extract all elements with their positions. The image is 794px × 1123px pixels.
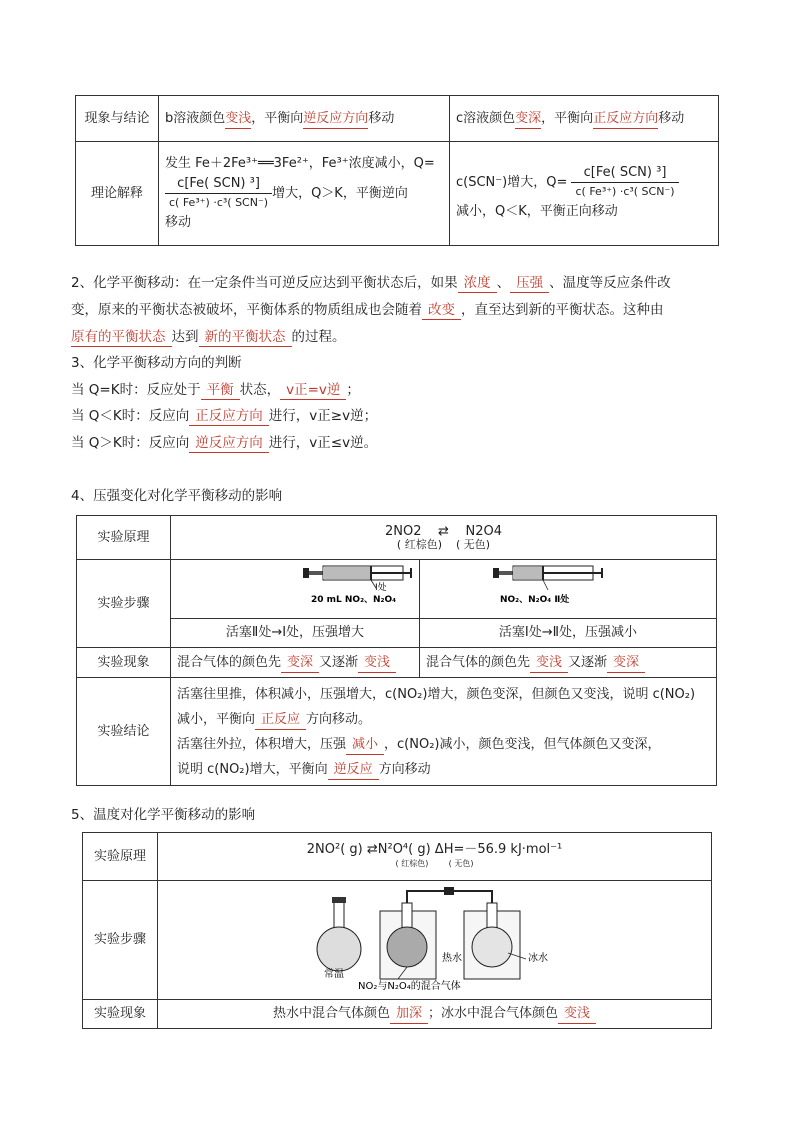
answer: 减小 xyxy=(346,736,384,755)
answer: 逆反应 xyxy=(328,761,379,780)
table-pressure xyxy=(76,515,717,786)
syringe-gas-label: 20 mL NO₂、N₂O₄ xyxy=(311,595,397,605)
equilibrium-arrow-icon: ⇄ xyxy=(438,523,449,539)
answer: v正=v逆 xyxy=(280,381,346,400)
label-text: 实验现象 xyxy=(97,654,150,670)
row-label-theory xyxy=(76,142,159,246)
syringe-expand-diagram xyxy=(420,560,710,610)
equation-notes xyxy=(177,538,710,551)
answer: 变深 xyxy=(607,654,645,673)
text: 方向移动 xyxy=(378,761,431,777)
table-temperature xyxy=(82,832,712,1029)
answer: 平衡 xyxy=(201,381,240,400)
text: 又逐渐 xyxy=(568,654,608,670)
text: 达到 xyxy=(171,329,199,345)
text-line xyxy=(177,757,710,782)
cell-phen-left xyxy=(171,648,420,678)
label-room-temp: 常温 xyxy=(324,969,344,980)
label-text: 实验现象 xyxy=(93,1006,146,1021)
text: 当 Q＜K时：反应向 xyxy=(71,408,190,424)
answer: 逆反应方向 xyxy=(189,434,269,453)
text: 状态， xyxy=(239,382,281,398)
syringe-gas-label: NO₂、N₂O₄ Ⅱ处 xyxy=(500,595,570,605)
syringe-mark-label: Ⅰ处 xyxy=(375,583,387,593)
text: 方向移动。 xyxy=(306,711,372,727)
para3-row1 xyxy=(71,380,360,400)
para2-line1 xyxy=(71,273,671,293)
flask-temperature-diagram xyxy=(158,881,708,991)
fraction-line xyxy=(456,164,712,201)
label-text: 实验步骤 xyxy=(97,595,150,611)
label-text: 实验结论 xyxy=(97,723,150,739)
cell-step-left xyxy=(171,619,420,648)
text: 2、化学平衡移动：在一定条件当可逆反应达到平衡状态后，如果 xyxy=(71,275,458,291)
table-equilibrium-explanation xyxy=(75,95,719,246)
text-line xyxy=(177,707,710,732)
fraction xyxy=(571,164,678,201)
cell-principle-equation xyxy=(171,516,717,560)
text: 移动 xyxy=(368,110,395,126)
text: 活塞Ⅱ处→Ⅰ处，压强增大 xyxy=(225,625,365,640)
numerator: c[Fe( SCN) ³] xyxy=(571,164,678,183)
text: 活塞Ⅰ处→Ⅱ处，压强减小 xyxy=(498,625,638,640)
para3-row3 xyxy=(71,433,377,453)
note: ( 红棕色) xyxy=(395,858,429,868)
row-label-steps xyxy=(83,881,158,1000)
text: 活塞往外拉，体积增大，压强 xyxy=(177,736,347,752)
cell-b-phenomenon xyxy=(159,96,450,142)
para3-row2 xyxy=(71,406,377,426)
text: 又逐渐 xyxy=(319,654,359,670)
cell-conclusion xyxy=(171,678,717,786)
equation xyxy=(177,525,710,538)
cell-principle-equation xyxy=(158,833,712,881)
answer: 正反应方向 xyxy=(189,407,269,426)
denominator: c( Fe³⁺) ·c³( SCN⁻) xyxy=(575,185,675,198)
para2-line2 xyxy=(71,300,664,320)
text: 、温度等反应条件改 xyxy=(549,275,671,291)
label-text: 现象与结论 xyxy=(84,110,150,126)
text: ；冰水中混合气体颜色 xyxy=(428,1006,559,1021)
text: 增大，Q＞K，平衡逆向 xyxy=(272,186,408,201)
text: 混合气体的颜色先 xyxy=(426,654,531,670)
note: ( 无色) xyxy=(456,537,491,551)
answer: 新的平衡状态 xyxy=(199,328,292,347)
text: 当 Q=K时：反应处于 xyxy=(71,382,201,398)
text: 减小，Q＜K，平衡正向移动 xyxy=(456,204,618,219)
row-label-phenomenon xyxy=(76,96,159,142)
section5-title: 5、温度对化学平衡移动的影响 xyxy=(71,807,256,823)
label-text: 实验原理 xyxy=(93,848,146,864)
label-text: 理论解释 xyxy=(90,185,143,201)
text: 混合气体的颜色先 xyxy=(177,654,282,670)
answer: 变浅 xyxy=(358,654,396,673)
text: 活塞往里推，体积减小，压强增大，c(NO₂)增大，颜色变深，但颜色又变浅，说明 c(NO₂) xyxy=(177,686,696,702)
cell-c-phenomenon xyxy=(450,96,719,142)
row-label-phenomenon xyxy=(83,1000,158,1029)
text: 、 xyxy=(496,275,511,291)
text: 移动 xyxy=(165,215,192,230)
text: 变，原来的平衡状态被破坏，平衡体系的物质组成也会随着 xyxy=(71,302,422,318)
cell-phen-right xyxy=(420,648,717,678)
text: 移动 xyxy=(658,110,685,126)
row-label-steps xyxy=(77,560,171,648)
text: ，平衡向 xyxy=(541,110,594,126)
label-text: 实验步骤 xyxy=(93,932,146,947)
text: 说明 c(NO₂)增大，平衡向 xyxy=(177,761,328,777)
label-ice-water: 冰水 xyxy=(528,953,548,964)
text: ，c(NO₂)减小，颜色变浅，但气体颜色又变深， xyxy=(384,736,661,752)
equation-notes xyxy=(164,857,705,871)
answer: 变浅 xyxy=(558,1005,596,1024)
answer: 原有的平衡状态 xyxy=(71,328,172,347)
answer: 变深 xyxy=(515,110,541,129)
para3-title: 3、化学平衡移动方向的判断 xyxy=(71,355,242,371)
text: 进行，v正≤v逆。 xyxy=(268,435,378,451)
row-label-principle xyxy=(77,516,171,560)
text: ，直至达到新的平衡状态。这种由 xyxy=(461,302,664,318)
numerator: c[Fe( SCN) ³] xyxy=(165,175,272,194)
section4-title: 4、压强变化对化学平衡移动的影响 xyxy=(71,488,283,504)
answer: 改变 xyxy=(422,301,461,320)
note: ( 无色) xyxy=(448,858,474,868)
para2-line3 xyxy=(71,327,346,347)
syringe-compress-diagram xyxy=(171,560,419,610)
text: c(SCN⁻)增大，Q= xyxy=(456,175,568,190)
label-gas-mixture: NO₂与N₂O₄的混合气体 xyxy=(358,981,461,991)
text: 的过程。 xyxy=(291,329,346,345)
text-line xyxy=(177,732,710,757)
cell-flask-diagram xyxy=(158,881,712,1000)
cell-c-theory xyxy=(450,142,719,246)
fraction-line xyxy=(165,175,443,212)
row-label-principle xyxy=(83,833,158,881)
label-hot-water: 热水 xyxy=(442,953,462,964)
equation: 2NO²( g) ⇄N²O⁴( g) ΔH=－56.9 kJ·mol⁻¹ xyxy=(306,841,563,857)
answer: 变浅 xyxy=(530,654,568,673)
text: c溶液颜色 xyxy=(456,110,516,126)
answer: 正反应方向 xyxy=(593,110,658,129)
answer: 浓度 xyxy=(458,274,497,293)
cell-phenomenon xyxy=(158,1000,712,1029)
answer: 变深 xyxy=(281,654,319,673)
fraction xyxy=(165,175,272,212)
cell-syringe-1 xyxy=(171,560,420,619)
eq-left: 2NO2 xyxy=(385,523,422,539)
cell-b-theory xyxy=(159,142,450,246)
row-label-phenomenon xyxy=(77,648,171,678)
text: 当 Q＞K时：反应向 xyxy=(71,435,190,451)
row-label-conclusion xyxy=(77,678,171,786)
text: 发生 Fe＋2Fe³⁺══3Fe²⁺，Fe³⁺浓度减小，Q= xyxy=(165,156,435,171)
note: ( 红棕色) xyxy=(396,537,442,551)
eq-right: N2O4 xyxy=(465,523,502,539)
label-text: 实验原理 xyxy=(97,529,150,545)
answer: 加深 xyxy=(390,1005,428,1024)
denominator: c( Fe³⁺) ·c³( SCN⁻) xyxy=(169,196,269,209)
text: ； xyxy=(346,382,360,398)
cell-syringe-2 xyxy=(420,560,717,619)
text: 进行，v正≥v逆； xyxy=(268,408,378,424)
text: b溶液颜色 xyxy=(165,110,226,126)
text: ，平衡向 xyxy=(251,110,304,126)
text: 热水中混合气体颜色 xyxy=(272,1006,390,1021)
cell-step-right xyxy=(420,619,717,648)
answer: 压强 xyxy=(510,274,549,293)
answer: 正反应 xyxy=(255,711,306,730)
answer: 变浅 xyxy=(225,110,251,129)
text: 减小，平衡向 xyxy=(177,711,256,727)
answer: 逆反应方向 xyxy=(303,110,368,129)
